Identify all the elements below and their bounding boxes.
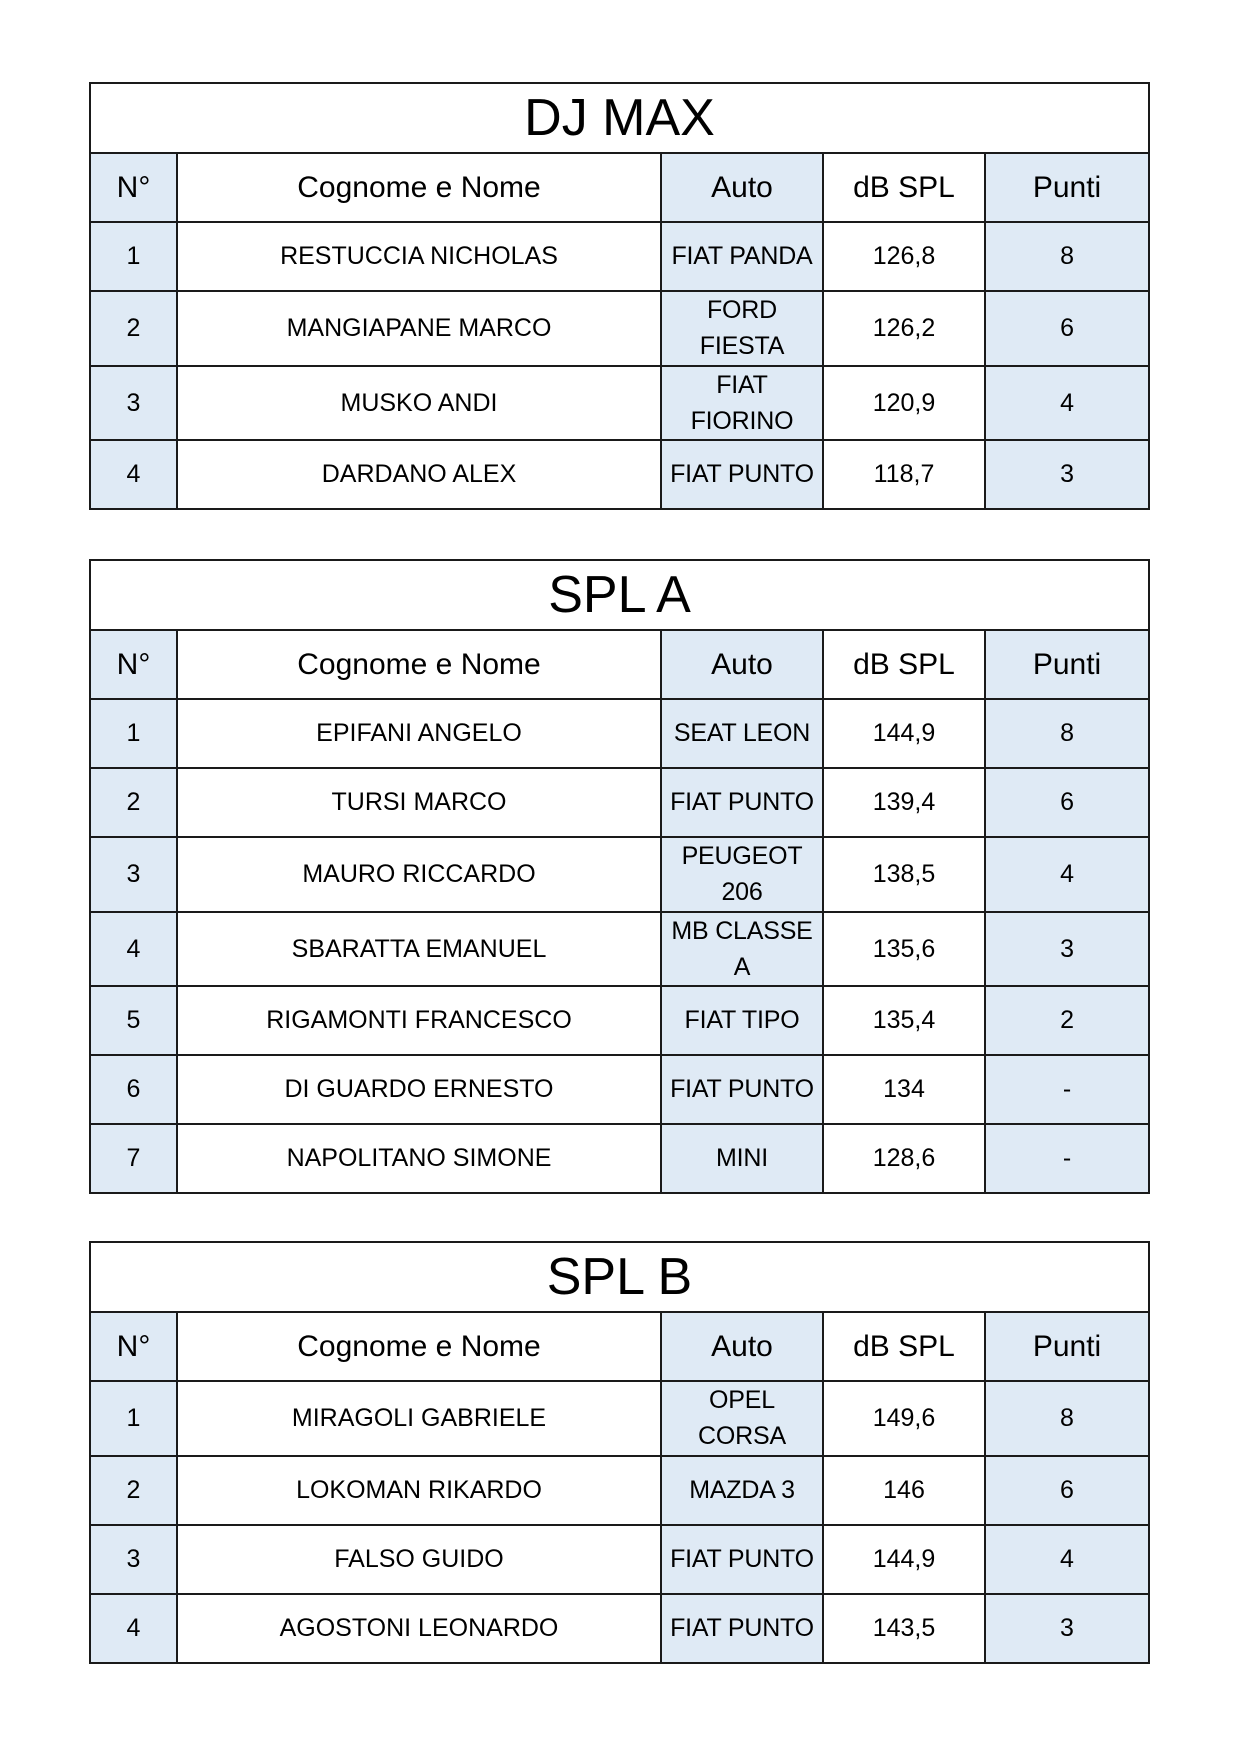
cell-db: 146 [823,1456,985,1525]
cell-db: 143,5 [823,1594,985,1663]
table-row [90,1525,1149,1594]
table-row [90,699,1149,768]
cell-auto: FIAT PUNTO [661,1594,823,1663]
table-row [90,1124,1149,1193]
table-row [90,837,1149,912]
cell-db: 138,5 [823,837,985,912]
cell-name: MIRAGOLI GABRIELE [177,1381,661,1456]
cell-points: 8 [985,699,1149,768]
cell-num: 3 [90,1525,177,1594]
cell-points: 3 [985,912,1149,987]
cell-points: 4 [985,366,1149,441]
cell-db: 135,4 [823,986,985,1055]
results-table-spl-a [89,559,1150,1194]
cell-auto: FIAT FIORINO [661,366,823,441]
cell-name: NAPOLITANO SIMONE [177,1124,661,1193]
cell-auto: MINI [661,1124,823,1193]
cell-num: 4 [90,440,177,509]
cell-auto: FIAT PUNTO [661,768,823,837]
cell-points: 4 [985,837,1149,912]
cell-name: AGOSTONI LEONARDO [177,1594,661,1663]
cell-points: 3 [985,1594,1149,1663]
cell-db: 128,6 [823,1124,985,1193]
cell-db: 135,6 [823,912,985,987]
cell-num: 1 [90,1381,177,1456]
header-points: Punti [985,153,1149,222]
cell-points: 8 [985,1381,1149,1456]
results-table-spl-b [89,1241,1150,1664]
cell-points: 8 [985,222,1149,291]
cell-points: 6 [985,768,1149,837]
cell-auto: OPEL CORSA [661,1381,823,1456]
cell-points: - [985,1124,1149,1193]
header-num: N° [90,1312,177,1381]
table-row [90,440,1149,509]
cell-points: 2 [985,986,1149,1055]
cell-num: 4 [90,1594,177,1663]
table-row [90,912,1149,987]
header-name: Cognome e Nome [177,1312,661,1381]
cell-auto: PEUGEOT 206 [661,837,823,912]
cell-name: MUSKO ANDI [177,366,661,441]
table-row [90,291,1149,366]
cell-num: 1 [90,699,177,768]
header-auto: Auto [661,630,823,699]
table-row [90,986,1149,1055]
cell-num: 4 [90,912,177,987]
cell-name: FALSO GUIDO [177,1525,661,1594]
header-num: N° [90,630,177,699]
cell-points: 6 [985,1456,1149,1525]
cell-num: 1 [90,222,177,291]
cell-auto: FIAT PUNTO [661,1525,823,1594]
cell-db: 126,8 [823,222,985,291]
cell-auto: FIAT PUNTO [661,440,823,509]
table-title: SPL B [90,1242,1149,1312]
cell-auto: FIAT PUNTO [661,1055,823,1124]
results-table-dj-max [89,82,1150,510]
cell-num: 2 [90,768,177,837]
cell-num: 2 [90,291,177,366]
cell-auto: FIAT PANDA [661,222,823,291]
cell-num: 2 [90,1456,177,1525]
header-row [90,1312,1149,1381]
table-row [90,366,1149,441]
table-row [90,1381,1149,1456]
header-name: Cognome e Nome [177,153,661,222]
header-db: dB SPL [823,1312,985,1381]
cell-db: 118,7 [823,440,985,509]
header-auto: Auto [661,1312,823,1381]
cell-auto: FIAT TIPO [661,986,823,1055]
cell-name: DARDANO ALEX [177,440,661,509]
table-row [90,1055,1149,1124]
cell-name: SBARATTA EMANUEL [177,912,661,987]
cell-points: 6 [985,291,1149,366]
table-row [90,1456,1149,1525]
cell-name: EPIFANI ANGELO [177,699,661,768]
cell-num: 6 [90,1055,177,1124]
cell-points: 3 [985,440,1149,509]
table-row [90,222,1149,291]
cell-name: DI GUARDO ERNESTO [177,1055,661,1124]
cell-db: 144,9 [823,699,985,768]
header-name: Cognome e Nome [177,630,661,699]
header-row [90,153,1149,222]
header-points: Punti [985,1312,1149,1381]
header-db: dB SPL [823,153,985,222]
header-auto: Auto [661,153,823,222]
cell-num: 5 [90,986,177,1055]
header-db: dB SPL [823,630,985,699]
cell-auto: FORD FIESTA [661,291,823,366]
cell-name: RIGAMONTI FRANCESCO [177,986,661,1055]
cell-auto: MAZDA 3 [661,1456,823,1525]
cell-db: 149,6 [823,1381,985,1456]
cell-db: 134 [823,1055,985,1124]
table-row [90,768,1149,837]
table-title: SPL A [90,560,1149,630]
cell-num: 3 [90,366,177,441]
cell-num: 3 [90,837,177,912]
cell-num: 7 [90,1124,177,1193]
cell-name: LOKOMAN RIKARDO [177,1456,661,1525]
cell-db: 126,2 [823,291,985,366]
cell-auto: MB CLASSE A [661,912,823,987]
header-row [90,630,1149,699]
cell-name: MANGIAPANE MARCO [177,291,661,366]
cell-points: - [985,1055,1149,1124]
table-row [90,1594,1149,1663]
cell-auto: SEAT LEON [661,699,823,768]
cell-name: MAURO RICCARDO [177,837,661,912]
cell-points: 4 [985,1525,1149,1594]
table-title: DJ MAX [90,83,1149,153]
cell-db: 144,9 [823,1525,985,1594]
header-points: Punti [985,630,1149,699]
header-num: N° [90,153,177,222]
cell-name: RESTUCCIA NICHOLAS [177,222,661,291]
cell-db: 139,4 [823,768,985,837]
cell-db: 120,9 [823,366,985,441]
cell-name: TURSI MARCO [177,768,661,837]
